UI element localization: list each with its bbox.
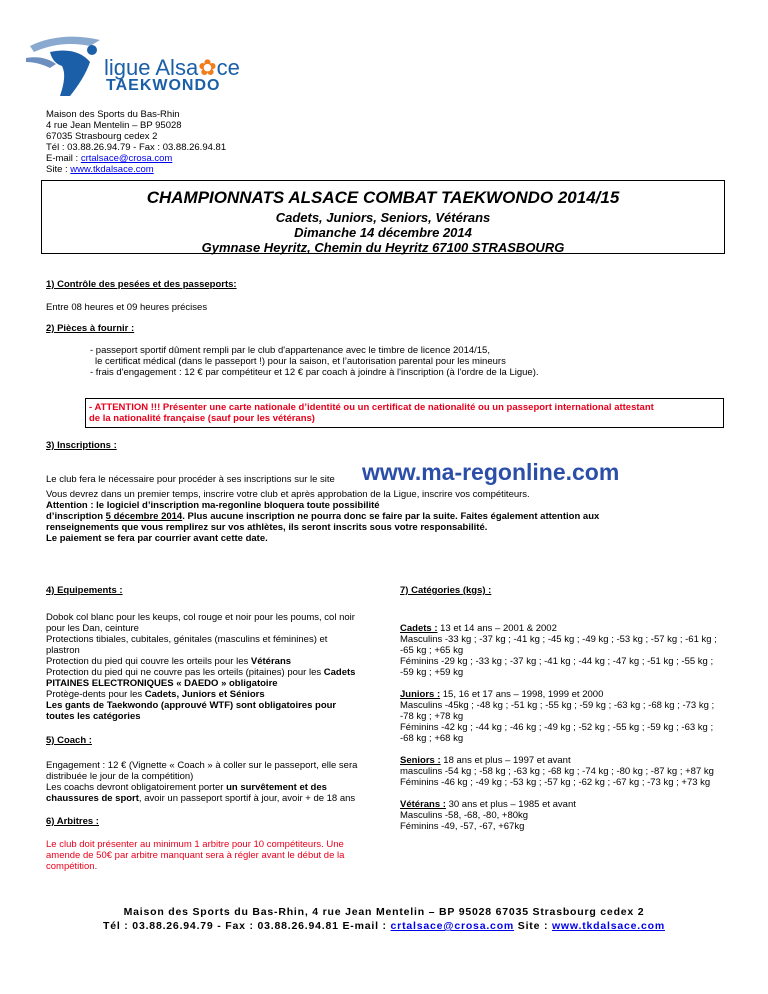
category-info: 30 ans et plus – 1985 et avant [445, 799, 576, 810]
section-text: Entre 08 heures et 09 heures précises [46, 302, 208, 313]
text-line: Vous devrez dans un premier temps, inscrire votre club et après approbation de la Ligue, inscrire vos compétiteurs. [46, 489, 530, 500]
category-weights: Féminins -29 kg ; -33 kg ; -37 kg ; -41 kg ; -44 kg ; -47 kg ; -51 kg ; -55 kg ; [400, 656, 714, 667]
text-fragment: chaussures de sport [46, 793, 139, 804]
text-line: Protections tibiales, cubitales, génitales (masculins et féminines) et [46, 634, 328, 645]
text-fragment: Protège-dents pour les [46, 689, 145, 700]
text-fragment: , avoir un passeport sportif à jour, avoir + de 18 ans [138, 793, 356, 804]
address-line: 67035 Strasbourg cedex 2 [46, 131, 158, 142]
category-weights: Féminins -49, -57, -67, +67kg [400, 821, 525, 832]
address-block [46, 109, 226, 175]
logo-text-ligue: ligue Alsa [104, 55, 199, 80]
address-line: 4 rue Jean Mentelin – BP 95028 [46, 120, 182, 131]
logo-text-taekwondo: TAEKWONDO [106, 77, 221, 94]
text-fragment: d’inscription [46, 511, 106, 522]
referee-text [46, 839, 386, 872]
category-weights: Masculins -58, -68, -80, +80kg [400, 810, 529, 821]
text-line: pour les Dan, ceinture [46, 623, 139, 634]
list-item: - frais d'engagement : 12 € par compétiteur et 12 € par coach à joindre à l'inscription (à l'ordre de la Ligue). [90, 367, 539, 378]
regonline-url[interactable]: www.ma-regonline.com [362, 459, 620, 485]
category-label: Juniors : [400, 689, 441, 700]
page-title: CHAMPIONNATS ALSACE COMBAT TAEKWONDO 2014/15 [146, 188, 620, 207]
attention-line: - ATTENTION !!! Présenter une carte nationale d’identité ou un certificat de nationalité ou un passeport international attestant [89, 402, 654, 413]
section-heading-1: 1) Contrôle des pesées et des passeports: [46, 279, 237, 290]
text-fragment: Cadets, Juniors et Séniors [144, 689, 265, 700]
section-heading-6: 6) Arbitres : [46, 816, 99, 827]
inscription-text [46, 489, 736, 544]
section-heading-4: 4) Equipements : [46, 585, 123, 596]
text-fragment: . Plus aucune inscription ne pourra donc se faire par la suite. Faites également attention aux [182, 511, 600, 522]
category-info: 13 et 14 ans – 2001 & 2002 [437, 623, 557, 634]
coach-text [46, 760, 386, 804]
category-info: 18 ans et plus – 1997 et avant [440, 755, 571, 766]
text-fragment: Cadets [323, 667, 356, 678]
list-item: - passeport sportif dûment rempli par le club d'appartenance avec le timbre de licence 2014/15, [90, 345, 490, 356]
category-weights: -59 kg ; +59 kg [400, 667, 464, 678]
text-line: Engagement : 12 € (Vignette « Coach » à coller sur le passeport, elle sera [46, 760, 358, 771]
footer-fragment: Tél : 03.88.26.94.79 - Fax : 03.88.26.94.81 E-mail : [103, 920, 391, 932]
text-line: plastron [46, 645, 80, 656]
category-weights: Masculins -33 kg ; -37 kg ; -41 kg ; -45 kg ; -49 kg ; -53 kg ; -57 kg ; -61 kg ; [400, 634, 717, 645]
email-link[interactable]: crtalsace@crosa.com [80, 153, 173, 164]
ligue-logo [20, 28, 255, 98]
site-label: Site : [46, 164, 71, 175]
category-weights: Féminins -42 kg ; -44 kg ; -46 kg ; -49 kg ; -52 kg ; -55 kg ; -59 kg ; -63 kg ; [400, 722, 714, 733]
category-weights: -65 kg ; +65 kg [400, 645, 464, 656]
address-line: Tél : 03.88.26.94.79 - Fax : 03.88.26.94.81 [46, 142, 227, 153]
text-line: toutes les catégories [46, 711, 141, 722]
section-heading-3: 3) Inscriptions : [46, 440, 117, 451]
text-line: Dobok col blanc pour les keups, col rouge et noir pour les poums, col noir [46, 612, 355, 623]
footer-email-link[interactable]: crtalsace@crosa.com [390, 920, 515, 932]
text-line: Le paiement se fera par courrier avant cette date. [46, 533, 268, 544]
text-fragment: Protection du pied qui ne couvre pas les orteils (pitaines) pour les [46, 667, 324, 678]
text-line: compétition. [46, 861, 98, 872]
footer-fragment: Site : [514, 920, 552, 932]
address-line: Maison des Sports du Bas-Rhin [46, 109, 180, 120]
logo-text-ce: ce [216, 55, 240, 80]
categories-block [400, 623, 740, 832]
text-fragment: Les coachs devront obligatoirement porter [46, 782, 227, 793]
category-weights: -68 kg ; +68 kg [400, 733, 464, 744]
taekwondo-figure-icon [20, 28, 105, 98]
text-line: renseignements que vous remplirez sur vos athlètes, ils seront inscrits sous votre responsabilité. [46, 522, 488, 533]
text-line: PITAINES ELECTRONIQUES « DAEDO » obligatoire [46, 678, 278, 689]
text-fragment: un survêtement et des [226, 782, 327, 793]
attention-box [85, 398, 724, 428]
text-line: distribuée le jour de la compétition) [46, 771, 194, 782]
category-info: 15, 16 et 17 ans – 1998, 1999 et 2000 [440, 689, 604, 700]
text-line: Attention : le logiciel d’inscription ma-regonline bloquera toute possibilité [46, 500, 380, 511]
inscription-intro: Le club fera le nécessaire pour procéder à ses inscriptions sur le site [46, 474, 335, 485]
deadline-date: 5 décembre 2014 [105, 511, 183, 522]
category-weights: Féminins -46 kg ; -49 kg ; -53 kg ; -57 kg ; -62 kg ; -67 kg ; -73 kg ; +73 kg [400, 777, 711, 788]
email-label: E-mail : [46, 153, 81, 164]
title-box [41, 180, 725, 254]
section-heading-2: 2) Pièces à fournir : [46, 323, 135, 334]
category-weights: Masculins -45kg ; -48 kg ; -51 kg ; -55 kg ; -59 kg ; -63 kg ; -68 kg ; -73 kg ; [400, 700, 715, 711]
category-label: Cadets : [400, 623, 438, 634]
title-subline: Dimanche 14 décembre 2014 [294, 225, 472, 240]
logo-flower-icon: ✿ [198, 55, 217, 80]
category-weights: -78 kg ; +78 kg [400, 711, 464, 722]
documents-list [90, 345, 539, 378]
footer-site-link[interactable]: www.tkdalsace.com [551, 920, 665, 932]
list-item: le certificat médical (dans le passeport !) pour la saison, et l’autorisation parental pour les mineurs [95, 356, 506, 367]
text-line: Les gants de Taekwondo (approuvé WTF) sont obligatoires pour [46, 700, 337, 711]
attention-line: de la nationalité française (sauf pour les vétérans) [89, 413, 315, 424]
footer [0, 905, 768, 933]
title-subline: Gymnase Heyritz, Chemin du Heyritz 67100 STRASBOURG [201, 240, 565, 255]
text-line: amende de 50€ par arbitre manquant sera à régler avant le début de la [46, 850, 345, 861]
text-fragment: Vétérans [250, 656, 292, 667]
section-heading-7: 7) Catégories (kgs) : [400, 585, 492, 596]
category-weights: masculins -54 kg ; -58 kg ; -63 kg ; -68 kg ; -74 kg ; -80 kg ; -87 kg ; +87 kg [400, 766, 714, 777]
title-subline: Cadets, Juniors, Seniors, Vétérans [275, 210, 491, 225]
category-label: Vétérans : [400, 799, 446, 810]
section-heading-5: 5) Coach : [46, 735, 92, 746]
text-line: Le club doit présenter au minimum 1 arbitre pour 10 compétiteurs. Une [46, 839, 344, 850]
category-label: Seniors : [400, 755, 441, 766]
equipment-text [46, 612, 376, 722]
text-fragment: Protection du pied qui couvre les orteils pour les [46, 656, 251, 667]
site-link[interactable]: www.tkdalsace.com [70, 164, 154, 175]
footer-line: Maison des Sports du Bas-Rhin, 4 rue Jean Mentelin – BP 95028 67035 Strasbourg cedex 2 [123, 906, 645, 918]
